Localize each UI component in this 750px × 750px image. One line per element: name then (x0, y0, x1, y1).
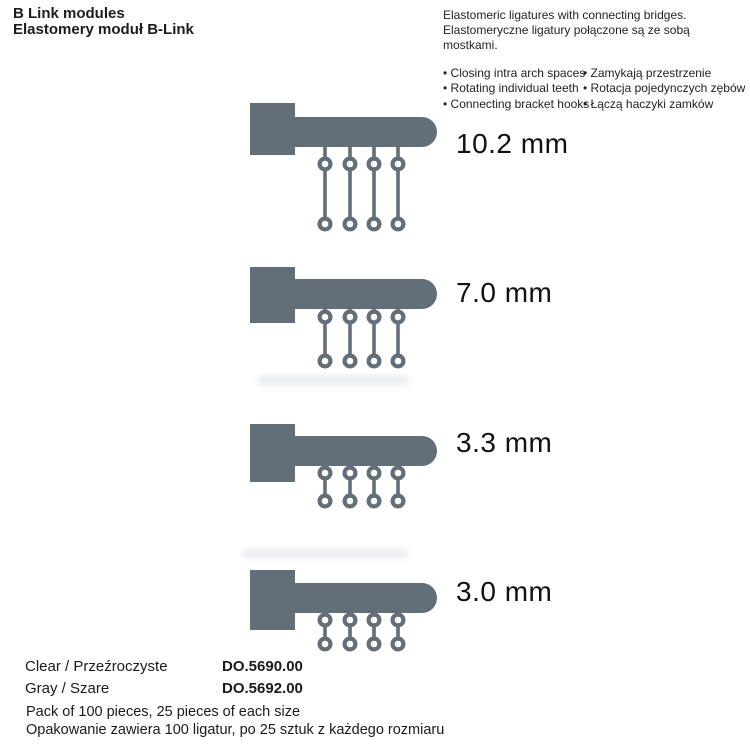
ordering-table (25, 656, 303, 700)
module-tab (250, 103, 295, 155)
description-en: Elastomeric ligatures with connecting bridges. (443, 8, 687, 22)
page-title-block (13, 6, 194, 38)
module-link (369, 308, 380, 366)
module-size-label: 10.2 mm (456, 128, 569, 159)
module-link (345, 612, 356, 649)
module-tab (250, 267, 295, 323)
page-title-en: B Link modules (13, 5, 125, 22)
feature-list (443, 66, 746, 112)
feature-item: • Closing intra arch spaces (443, 66, 583, 81)
order-row (25, 678, 303, 700)
module-link (320, 465, 331, 506)
order-number: DO.5692.00 (222, 680, 303, 697)
feature-item: • Łączą haczyki zamków (583, 97, 745, 112)
module-link (393, 465, 404, 506)
feature-item: • Rotacja pojedynczych zębów (583, 81, 745, 96)
module-link (320, 146, 331, 229)
color-variant-label: Clear / Przeźroczyste (25, 658, 168, 675)
module-link (345, 308, 356, 366)
print-artifact (243, 548, 408, 559)
module-tab (250, 424, 295, 482)
feature-list-en (443, 66, 590, 112)
feature-list-pl (583, 66, 745, 112)
module-link (393, 612, 404, 649)
print-artifact (258, 375, 408, 386)
pack-info-pl: Opakowanie zawiera 100 ligatur, po 25 sztuk z każdego rozmiaru (26, 722, 445, 738)
product-description (443, 8, 746, 112)
module-bar (293, 279, 437, 309)
module-link (369, 612, 380, 649)
module-bar (293, 583, 437, 613)
pack-info (26, 703, 444, 739)
module-link (320, 308, 331, 366)
feature-item: • Zamykają przestrzenie (583, 66, 745, 81)
module-link (345, 146, 356, 229)
order-number: DO.5690.00 (222, 658, 303, 675)
module-size-label: 7.0 mm (456, 277, 553, 308)
module-illustration (249, 567, 439, 657)
module-link (345, 465, 356, 506)
description-pl: Elastomeryczne ligatury połączone są ze sobą mostkami. (443, 23, 690, 52)
module-illustration (249, 422, 439, 512)
module-illustration (249, 265, 439, 371)
module-bar (293, 436, 437, 466)
pack-info-en: Pack of 100 pieces, 25 pieces of each size (26, 704, 301, 720)
module-size-label: 3.0 mm (456, 576, 553, 607)
feature-item: • Rotating individual teeth (443, 81, 583, 96)
module-illustration (249, 100, 439, 234)
module-bar (293, 117, 437, 147)
module-link (393, 308, 404, 366)
page-title-pl: Elastomery moduł B-Link (13, 21, 194, 38)
module-link (320, 612, 331, 649)
color-variant-label: Gray / Szare (25, 680, 110, 697)
module-link (369, 146, 380, 229)
feature-item: • Connecting bracket hooks (443, 97, 583, 112)
module-link (369, 465, 380, 506)
order-row (25, 656, 303, 678)
module-link (393, 146, 404, 229)
module-size-label: 3.3 mm (456, 427, 553, 458)
module-tab (250, 570, 295, 630)
